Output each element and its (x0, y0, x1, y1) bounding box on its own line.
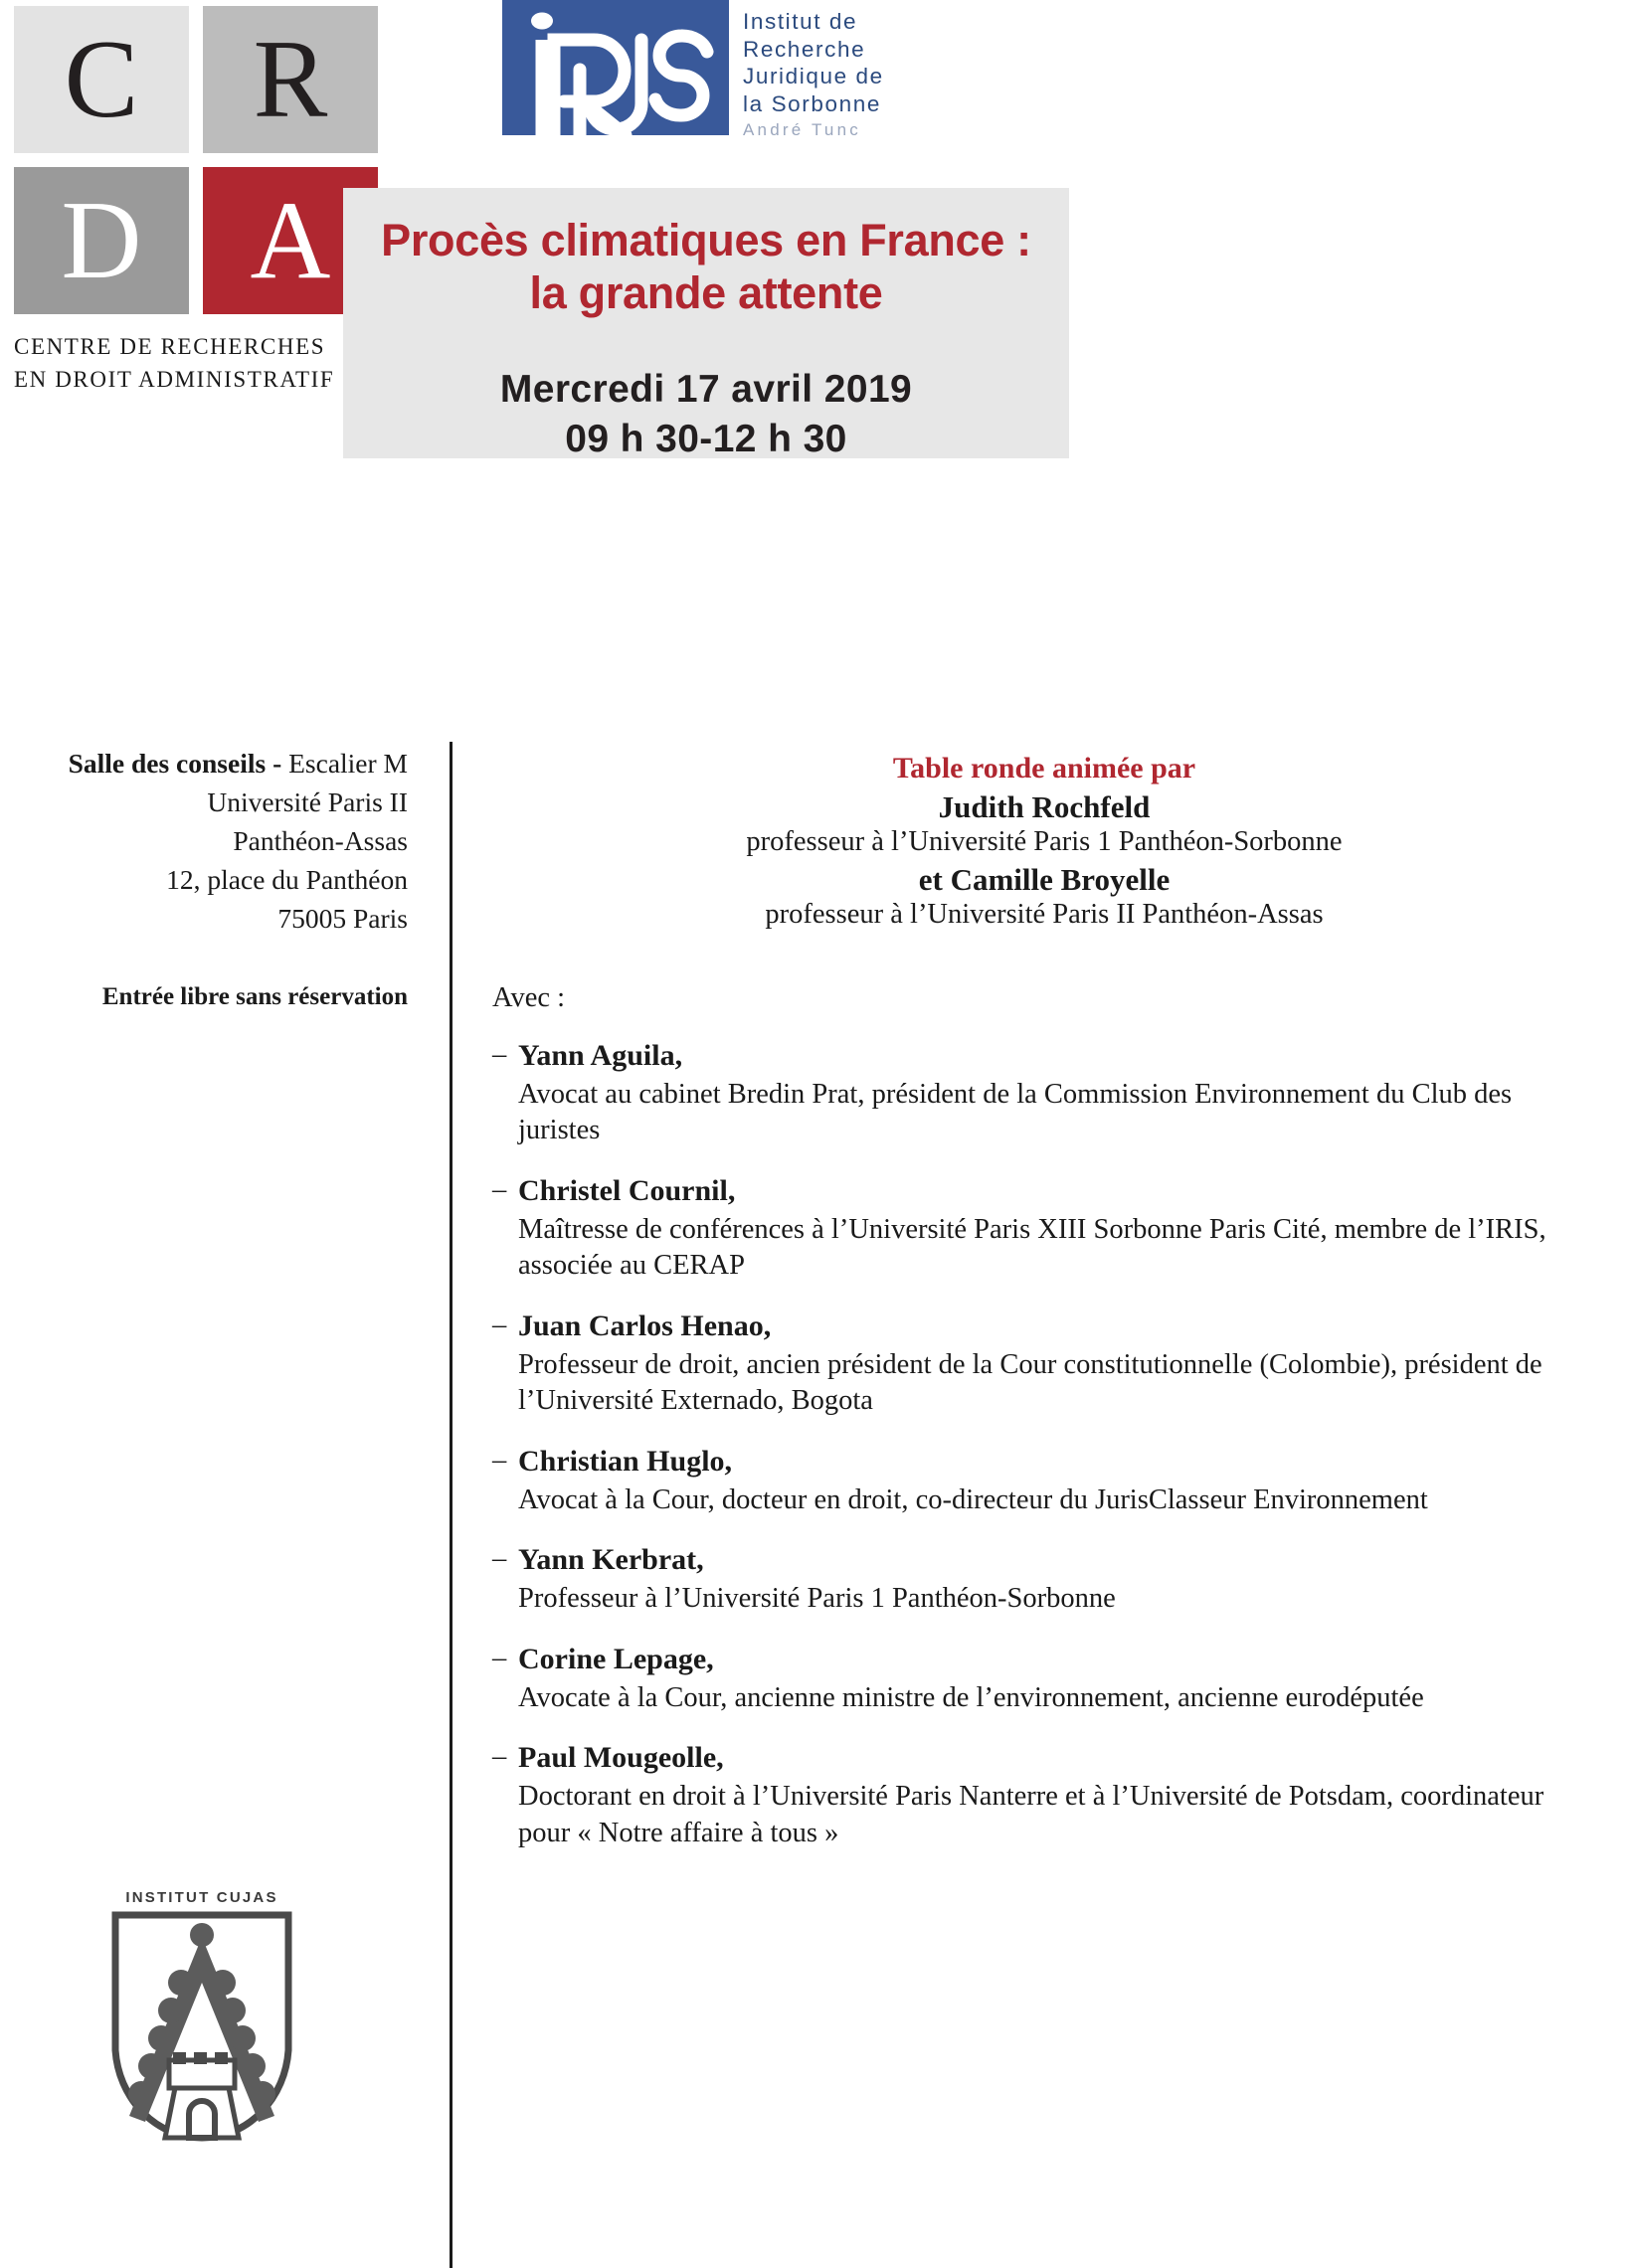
moderation-block (492, 752, 1596, 931)
participant-item (492, 1540, 1596, 1617)
title-line-1: Procès climatiques en France : (381, 215, 1031, 265)
participant-dash: – (492, 1543, 507, 1575)
participant-dash: – (492, 1444, 507, 1476)
participant-item (492, 1442, 1596, 1518)
program-column (492, 752, 1596, 1851)
participant-dash: – (492, 1308, 507, 1340)
crda-letter-d: D (14, 167, 189, 314)
participant-description: Maîtresse de conférences à l’Université Paris XIII Sorbonne Paris Cité, membre de l’IRIS, associée au CERAP (518, 1213, 1546, 1282)
date-line-1: Mercredi 17 avril 2019 (499, 368, 913, 412)
irjs-line-1: Institut de (743, 9, 858, 34)
participants-list (492, 1036, 1596, 1851)
participant-item (492, 1738, 1596, 1851)
participant-dash: – (492, 1642, 507, 1673)
participant-item (492, 1036, 1596, 1149)
participants-label: Avec : (492, 982, 566, 1013)
venue-room-bold: Salle des conseils - (68, 748, 289, 779)
participant-body (518, 1738, 1596, 1851)
participant-item (492, 1171, 1596, 1285)
participant-name: Yann Aguila, (518, 1039, 683, 1072)
irjs-wordmark (729, 0, 912, 139)
event-date (361, 365, 1051, 464)
participant-dash: – (492, 1741, 507, 1773)
participant-description: Avocate à la Cour, ancienne ministre de l’environnement, ancienne eurodéputée (518, 1681, 1424, 1713)
participant-name: Juan Carlos Henao, (518, 1308, 772, 1342)
participant-body (518, 1307, 1596, 1420)
date-line-2: 09 h 30-12 h 30 (565, 418, 847, 461)
participant-body (518, 1442, 1596, 1518)
crda-letter-r: R (203, 6, 378, 153)
moderator-2-role: professeur à l’Université Paris II Panthéon-Assas (765, 899, 1324, 930)
participant-item (492, 1307, 1596, 1420)
crda-letter-c: C (14, 6, 189, 153)
moderator-1-role: professeur à l’Université Paris 1 Panthéon-Sorbonne (746, 826, 1343, 857)
institut-cujas-logo (107, 1889, 296, 2147)
title-band (343, 188, 1069, 461)
venue-line-3: Panthéon-Assas (233, 825, 408, 857)
participant-name: Christel Cournil, (518, 1173, 736, 1207)
moderator-1-name: Judith Rochfeld (938, 789, 1151, 824)
vertical-divider (450, 742, 452, 2268)
participant-name: Yann Kerbrat, (518, 1543, 704, 1577)
irjs-mark-icon (502, 0, 729, 135)
title-line-2: la grande attente (529, 267, 883, 319)
venue-line-4: 12, place du Panthéon (166, 864, 408, 896)
venue-column (0, 744, 408, 1011)
participant-dash: – (492, 1173, 507, 1205)
participant-description: Doctorant en droit à l’Université Paris Nanterre et à l’Université de Potsdam, coordinateur pour « Notre affaire à tous » (518, 1781, 1544, 1848)
participant-body (518, 1640, 1596, 1716)
moderator-2-name: et Camille Broyelle (918, 862, 1171, 897)
irjs-line-3: Juridique de (743, 64, 884, 89)
participant-body (518, 1540, 1596, 1617)
irjs-line-5: André Tunc (743, 119, 861, 139)
crda-subtitle-line2: EN DROIT ADMINISTRATIF (14, 367, 335, 393)
participant-name: Christian Huglo, (518, 1444, 733, 1478)
venue-line-5: 75005 Paris (277, 903, 408, 935)
irjs-logo (502, 0, 912, 139)
participant-name: Paul Mougeolle, (518, 1741, 724, 1775)
participant-body (518, 1036, 1596, 1149)
venue-room-line (0, 744, 408, 783)
participant-description: Professeur à l’Université Paris 1 Panthéon-Sorbonne (518, 1583, 1116, 1615)
irjs-line-4: la Sorbonne (743, 91, 881, 117)
venue-line-2: Université Paris II (207, 786, 408, 818)
irjs-line-2: Recherche (743, 36, 866, 62)
participant-body (518, 1171, 1596, 1285)
participant-description: Professeur de droit, ancien président de la Cour constitutionnelle (Colombie), président de l’Université Externado, Bogota (518, 1348, 1542, 1417)
moderation-heading: Table ronde animée par (892, 752, 1196, 785)
participant-name: Corine Lepage, (518, 1642, 714, 1675)
participant-description: Avocat au cabinet Bredin Prat, président de la Commission Environnement du Club des juristes (518, 1079, 1513, 1146)
crda-subtitle-line1: CENTRE DE RECHERCHES (14, 334, 326, 359)
page-title (361, 214, 1051, 319)
crda-letter-a: A (203, 167, 378, 314)
participant-item (492, 1640, 1596, 1716)
cujas-crest-icon (107, 1911, 296, 2142)
participant-dash: – (492, 1039, 507, 1070)
free-entry-note: Entrée libre sans réservation (101, 983, 408, 1011)
venue-room-rest: Escalier M (288, 748, 408, 779)
participant-description: Avocat à la Cour, docteur en droit, co-directeur du JurisClasseur Environnement (518, 1483, 1428, 1515)
venue-address (0, 744, 408, 938)
institut-cujas-label: INSTITUT CUJAS (125, 1889, 278, 1906)
